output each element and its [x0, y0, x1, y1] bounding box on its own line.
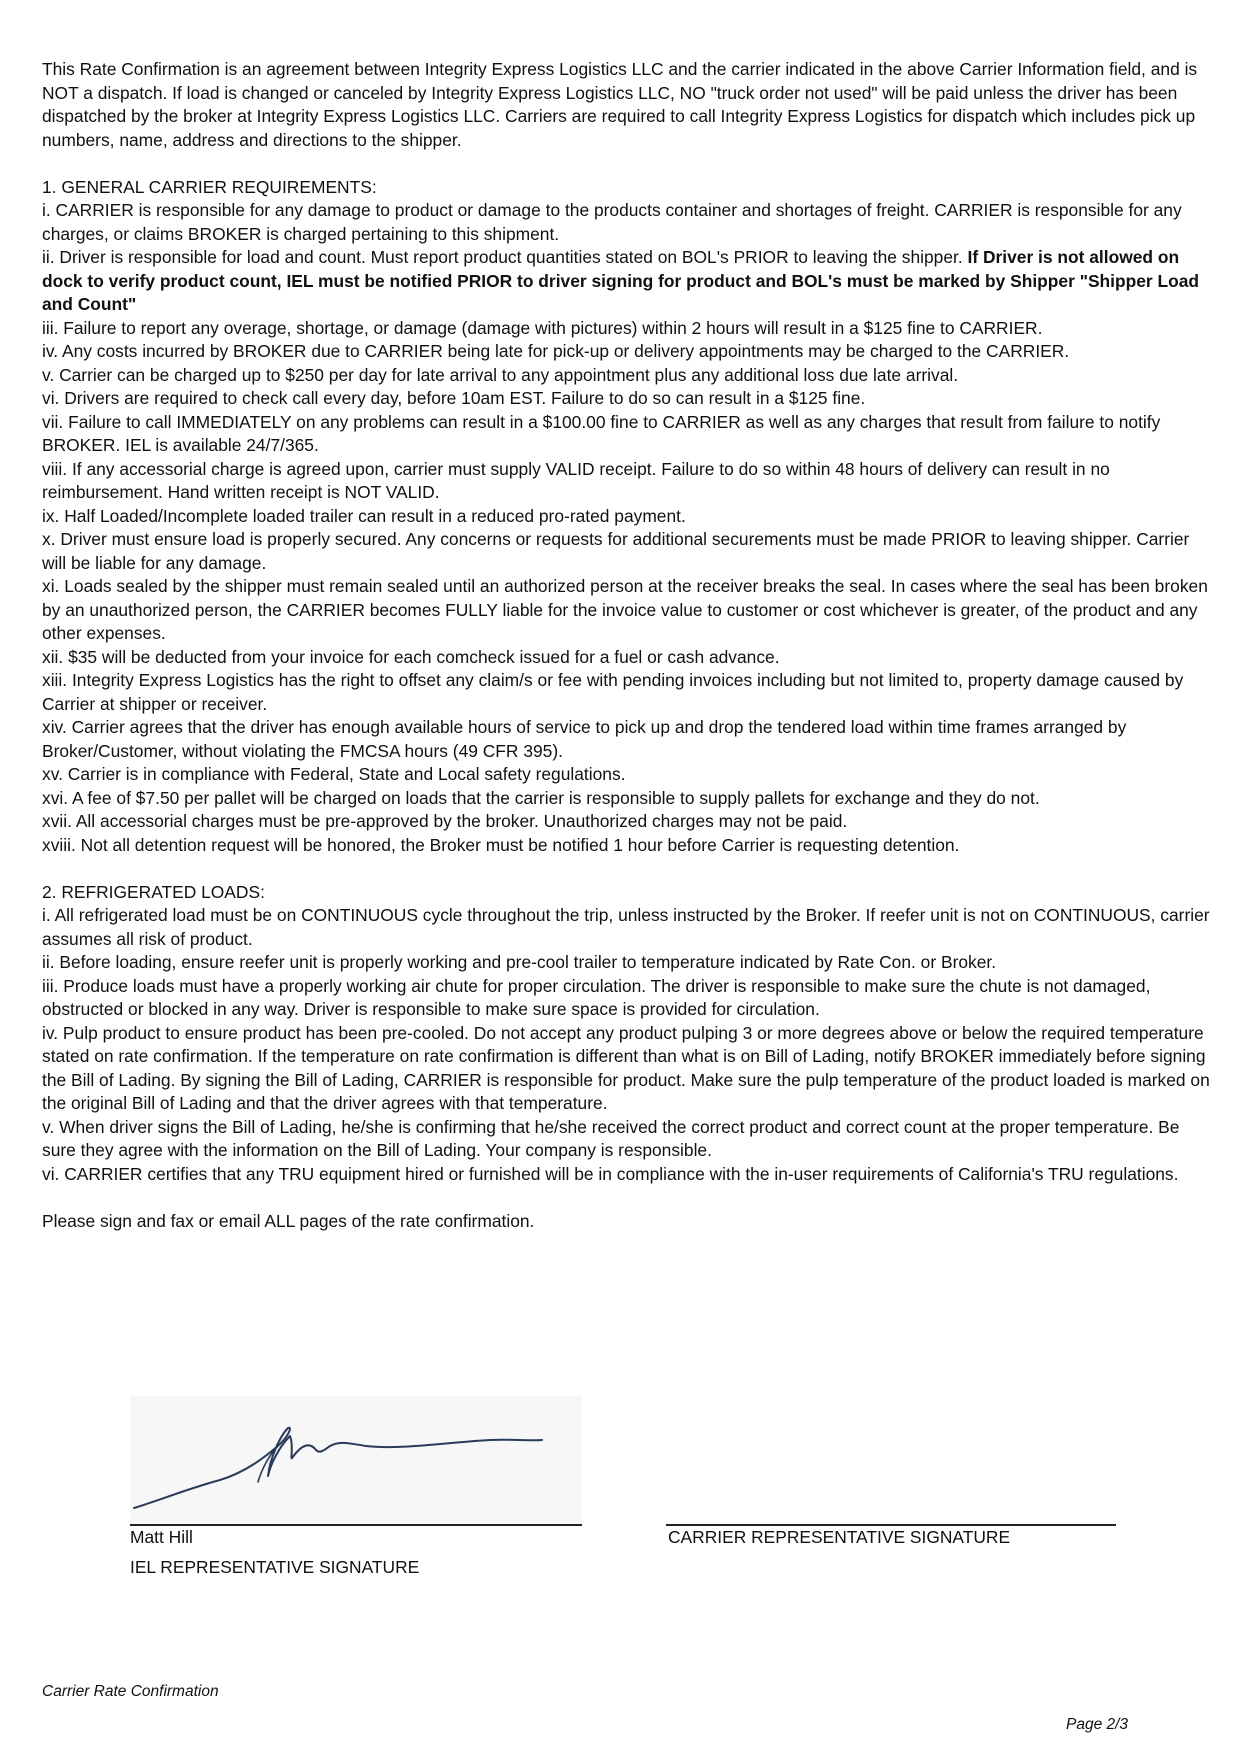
clause-2-iii: iii. Produce loads must have a properly working air chute for proper circulation. The driver is responsible to make sure the chute is not damaged, obstructed or blocked in any way. Driver is responsible to make sure space is provided for circulation.	[42, 975, 1151, 1019]
closing-instruction: Please sign and fax or email ALL pages of the rate confirmation.	[42, 1210, 535, 1231]
clause-1-ii-text: ii. Driver is responsible for load and count. Must report product quantities stated on BOL's PRIOR to leaving the shipper.	[42, 247, 968, 267]
clause-1-xv: xv. Carrier is in compliance with Federal, State and Local safety regulations.	[42, 764, 626, 784]
clause-1-xi: xi. Loads sealed by the shipper must remain sealed until an authorized person at the receiver breaks the seal. In cases where the seal has been broken by an unauthorized person, the CARRIER becomes FULLY liable for the invoice value to customer or cost whichever is greater, of the product and any other expenses.	[42, 576, 1208, 643]
clause-2-iv: iv. Pulp product to ensure product has been pre-cooled. Do not accept any product pulping 3 or more degrees above or below the required temperature stated on rate confirmation. If the temperature on rate confirmation is different than what is on Bill of Lading, notify BROKER immediately before signing the Bill of Lading. By signing the Bill of Lading, CARRIER is responsible for product. Make sure the pulp temperature of the product loaded is marked on the original Bill of Lading and that the driver agrees with that temperature.	[42, 1022, 1210, 1113]
clause-1-v: v. Carrier can be charged up to $250 per day for late arrival to any appointment plus any additional loss due late arrival.	[42, 364, 959, 385]
clause-1-xii: xii. $35 will be deducted from your invoice for each comcheck issued for a fuel or cash advance.	[42, 646, 780, 667]
handwritten-signature	[130, 1396, 582, 1523]
document-body	[42, 58, 1212, 1233]
clause-1-ix: ix. Half Loaded/Incomplete loaded trailer can result in a reduced pro-rated payment.	[42, 505, 686, 526]
clause-1-vi: vi. Drivers are required to check call every day, before 10am EST. Failure to do so can result in a $125 fine.	[42, 388, 866, 408]
iel-signature-label: IEL REPRESENTATIVE SIGNATURE	[130, 1557, 420, 1577]
clause-1-xvii: xvii. All accessorial charges must be pre-approved by the broker. Unauthorized charges may not be paid.	[42, 811, 848, 831]
clause-1-xvi: xvi. A fee of $7.50 per pallet will be charged on loads that the carrier is responsible to supply pallets for exchange and they do not.	[42, 787, 1040, 808]
clause-1-iv: iv. Any costs incurred by BROKER due to CARRIER being late for pick-up or delivery appointments may be charged to the CARRIER.	[42, 341, 1070, 361]
iel-signature-image	[130, 1396, 582, 1523]
intro-paragraph: This Rate Confirmation is an agreement between Integrity Express Logistics LLC and the carrier indicated in the above Carrier Information field, and is NOT a dispatch. If load is changed or canceled by Integrity Express Logistics LLC, NO "truck order not used" will be paid unless the driver has been dispatched by the broker at Integrity Express Logistics LLC. Carriers are required to call Integrity Express Logistics for dispatch which includes pick up numbers, name, address and directions to the shipper.	[42, 59, 1198, 150]
section-2-heading: 2. REFRIGERATED LOADS:	[42, 881, 265, 902]
clause-1-ii-bold-text: If Driver is not allowed on dock to verify product count, IEL must be notified PRIOR to driver signing for product and BOL's must be marked by Shipper "Shipper Load and Count"	[42, 247, 1200, 314]
clause-1-i: i. CARRIER is responsible for any damage to product or damage to the products container and shortages of freight. CARRIER is responsible for any charges, or claims BROKER is charged pertaining to this shipment.	[42, 200, 1182, 244]
clause-2-vi: vi. CARRIER certifies that any TRU equipment hired or furnished will be in compliance with the in-user requirements of California's TRU regulations.	[42, 1163, 1179, 1184]
clause-2-v: v. When driver signs the Bill of Lading, he/she is confirming that he/she received the correct product and correct count at the proper temperature. Be sure they agree with the information on the Bill of Lading. Your company is responsible.	[42, 1116, 1180, 1160]
footer-page-number: Page 2/3	[1066, 1716, 1129, 1733]
clause-1-xviii: xviii. Not all detention request will be honored, the Broker must be notified 1 hour before Carrier is requesting detention.	[42, 834, 960, 855]
carrier-signature-label: CARRIER REPRESENTATIVE SIGNATURE	[668, 1527, 1011, 1547]
clause-1-viii: viii. If any accessorial charge is agreed upon, carrier must supply VALID receipt. Failure to do so within 48 hours of delivery can result in no reimbursement. Hand written receipt is NOT VALID.	[42, 458, 1110, 502]
clause-1-xiii: xiii. Integrity Express Logistics has the right to offset any claim/s or fee with pending invoices including but not limited to, property damage caused by Carrier at shipper or receiver.	[42, 670, 1184, 714]
clause-1-x: x. Driver must ensure load is properly secured. Any concerns or requests for additional securements must be made PRIOR to leaving shipper. Carrier will be liable for any damage.	[42, 529, 1190, 573]
clause-1-vii: vii. Failure to call IMMEDIATELY on any problems can result in a $100.00 fine to CARRIER as well as any charges that result from failure to notify BROKER. IEL is available 24/7/365.	[42, 411, 1161, 455]
clause-2-ii: ii. Before loading, ensure reefer unit is properly working and pre-cool trailer to temperature indicated by Rate Con. or Broker.	[42, 952, 997, 972]
section-1-heading: 1. GENERAL CARRIER REQUIREMENTS:	[42, 176, 377, 197]
clause-1-iii: iii. Failure to report any overage, shortage, or damage (damage with pictures) within 2 hours will result in a $125 fine to CARRIER.	[42, 317, 1043, 338]
iel-representative-name: Matt Hill	[130, 1527, 193, 1547]
clause-2-i: i. All refrigerated load must be on CONTINUOUS cycle throughout the trip, unless instructed by the Broker. If reefer unit is not on CONTINUOUS, carrier assumes all risk of product.	[42, 905, 1210, 949]
footer-document-title: Carrier Rate Confirmation	[42, 1683, 219, 1700]
clause-1-ii	[42, 246, 1212, 317]
clause-1-xiv: xiv. Carrier agrees that the driver has enough available hours of service to pick up and drop the tendered load within time frames arranged by Broker/Customer, without violating the FMCSA hours (49 CFR 395).	[42, 717, 1127, 761]
iel-signature-line	[130, 1524, 582, 1526]
